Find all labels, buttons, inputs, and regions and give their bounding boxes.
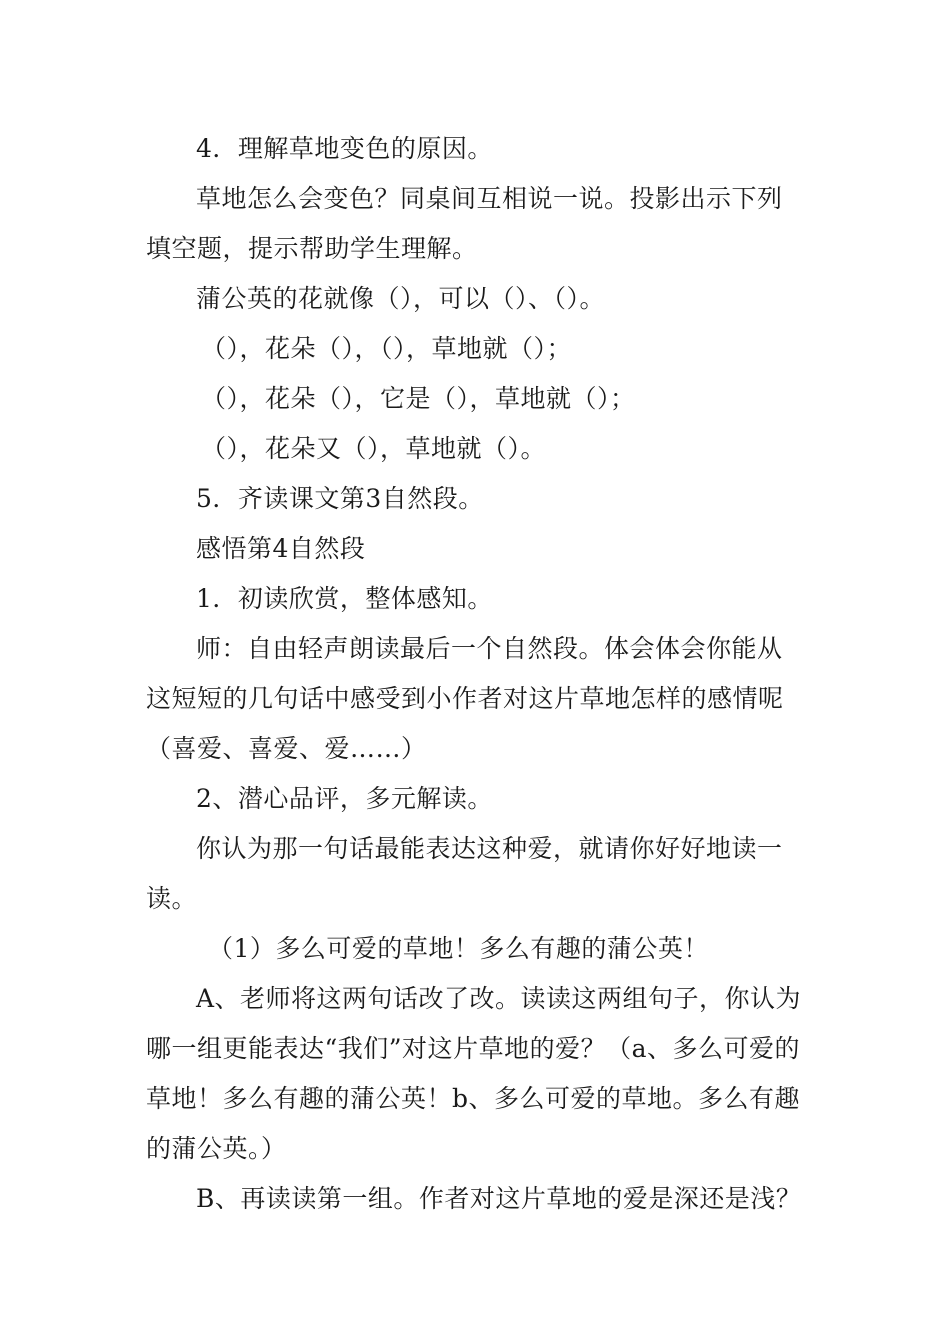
paragraph-item-b: B、再读读第一组。作者对这片草地的爱是深还是浅？ — [196, 1184, 802, 1213]
paragraph-teacher: 师：自由轻声朗读最后一个自然段。体会体会你能从这短短的几句话中感受到小作者对这片草地怎样的感情呢（喜爱、喜爱、爱……） — [146, 634, 784, 763]
step-1-heading: 1．初读欣赏，整体感知。 — [196, 584, 493, 613]
fill-blank-line-4: （），花朵又（），草地就（）。 — [201, 434, 547, 463]
section-heading: 感悟第4自然段 — [196, 534, 366, 563]
paragraph-item-a: A、老师将这两句话改了改。读读这两组句子，你认为哪一组更能表达“我们”对这片草地的爱？（a、多么可爱的草地！多么有趣的蒲公英！b、多么可爱的草地。多么有趣的蒲公英。） — [146, 984, 802, 1163]
fill-blank-line-2: （），花朵（），（），草地就（）； — [201, 334, 573, 363]
paragraph-question: 你认为那一句话最能表达这种爱，就请你好好地读一读。 — [146, 834, 783, 913]
step-4-heading: 4．理解草地变色的原因。 — [196, 134, 493, 163]
document-page — [146, 124, 806, 1224]
paragraph-discussion: 草地怎么会变色？同桌间互相说一说。投影出示下列填空题，提示帮助学生理解。 — [146, 184, 783, 263]
step-2-heading: 2、潜心品评，多元解读。 — [196, 784, 493, 813]
fill-blank-line-3: （），花朵（），它是（），草地就（）； — [201, 384, 636, 413]
fill-blank-line-1: 蒲公英的花就像（），可以（）、（）。 — [196, 284, 606, 313]
sub-item-1: （1）多么可爱的草地！多么有趣的蒲公英！ — [208, 934, 709, 963]
step-5-heading: 5．齐读课文第3自然段。 — [196, 484, 484, 513]
